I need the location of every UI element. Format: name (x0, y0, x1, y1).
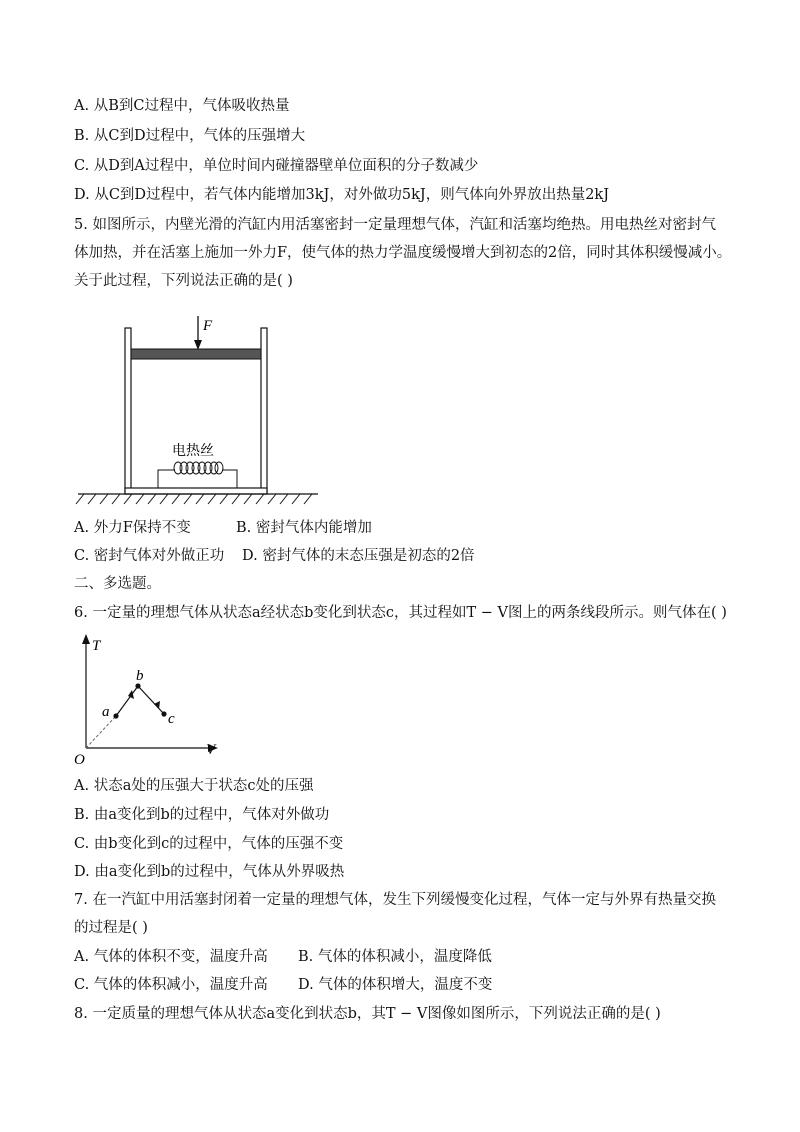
question-8: 8. 一定质量的理想气体从状态a变化到状态b，其T − V图像如图所示，下列说法正确的是( ) (74, 1006, 661, 1022)
q6-option-c: C. 由b变化到c的过程中，气体的压强不变 (74, 836, 344, 852)
question-7-line-2: 的过程是( ) (74, 920, 148, 936)
option-a-line: A. 从B到C过程中，气体吸收热量 (74, 98, 290, 114)
piston (131, 349, 261, 359)
q5-option-a: A. 外力F保持不变 (74, 520, 191, 536)
option-d-line: D. 从C到D过程中，若气体内能增加3kJ，对外做功5kJ，则气体向外界放出热量2kJ (74, 187, 610, 203)
q5-option-c: C. 密封气体对外做正功 (74, 548, 225, 564)
q7-option-d: D. 气体的体积增大，温度不变 (298, 977, 493, 993)
point-a-label: a (102, 704, 110, 720)
q6-option-d: D. 由a变化到b的过程中，气体从外界吸热 (74, 864, 345, 880)
point-c-label: c (168, 711, 175, 727)
question-6: 6. 一定量的理想气体从状态a经状态b变化到状态c，其过程如T − V图上的两条线段所示。则气体在( ) (74, 605, 727, 621)
q7-option-b: B. 气体的体积减小，温度降低 (298, 949, 492, 965)
origin-label: O (74, 752, 85, 768)
point-c (161, 711, 166, 716)
q5-option-d: D. 密封气体的末态压强是初态的2倍 (242, 548, 475, 564)
point-b (135, 683, 140, 688)
question-5-line-1: 5. 如图所示，内壁光滑的汽缸内用活塞密封一定量理想气体，汽缸和活塞均绝热。用电热丝对密封气 (74, 217, 716, 233)
q7-option-a: A. 气体的体积不变，温度升高 (74, 949, 268, 965)
question-5-line-3: 关于此过程，下列说法正确的是( ) (74, 273, 293, 289)
tv-graph-figure (70, 630, 240, 770)
question-7-line-1: 7. 在一汽缸中用活塞封闭着一定量的理想气体，发生下列缓慢变化过程，气体一定与外界有热量交换 (74, 892, 716, 908)
option-b-line: B. 从C到D过程中，气体的压强增大 (74, 128, 306, 144)
cylinder-figure (70, 312, 330, 512)
q5-option-b: B. 密封气体内能增加 (236, 520, 372, 536)
heater-coil-icon (174, 462, 223, 474)
q7-option-c: C. 气体的体积减小，温度升高 (74, 977, 268, 993)
y-axis-label: T (92, 638, 101, 654)
q6-option-a: A. 状态a处的压强大于状态c处的压强 (74, 778, 314, 794)
heater-label: 电热丝 (172, 444, 214, 459)
q6-option-b: B. 由a变化到b的过程中，气体对外做功 (74, 807, 330, 823)
point-b-label: b (136, 668, 144, 684)
point-a (113, 713, 118, 718)
section-heading-multi-choice: 二、多选题。 (74, 576, 161, 592)
x-axis-label: V (206, 742, 216, 758)
question-5-line-2: 体加热，并在活塞上施加一外力F，使气体的热力学温度缓慢增大到初态的2倍，同时其体积缓慢减小。 (74, 245, 732, 261)
option-c-line: C. 从D到A过程中，单位时间内碰撞器壁单位面积的分子数减少 (74, 158, 479, 174)
force-label: F (203, 318, 213, 334)
